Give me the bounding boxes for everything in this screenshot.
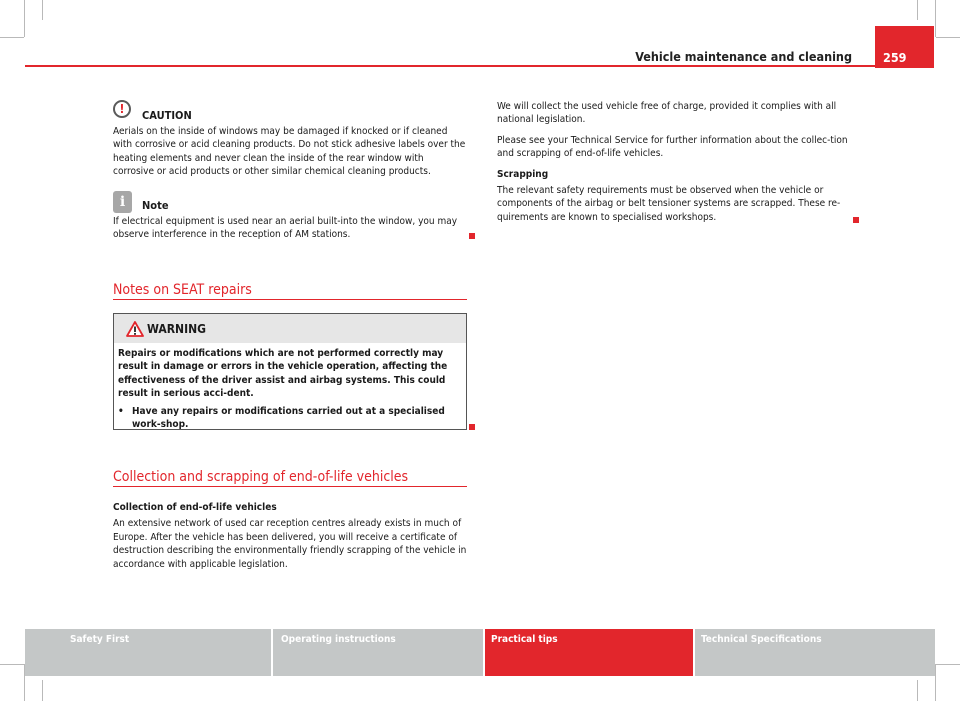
footer-tab-safety-first[interactable]: [25, 629, 271, 676]
section-heading-repairs: Notes on SEAT repairs: [113, 282, 252, 298]
bullet-icon: •: [118, 405, 124, 417]
page-number: 259: [883, 50, 907, 65]
warning-box: [113, 313, 467, 430]
section-end-marker: [853, 217, 859, 223]
note-paragraph: If electrical equipment is used near an aerial built-into the window, you may observe interference in the reception of AM stations.: [113, 216, 458, 241]
crop-mark: [936, 37, 960, 38]
crop-mark: [42, 0, 43, 20]
warning-triangle-icon: [126, 321, 144, 337]
running-header-title: Vehicle maintenance and cleaning: [635, 49, 852, 64]
crop-mark: [917, 680, 918, 701]
collection-subheading: Collection of end-of-life vehicles: [113, 502, 277, 513]
note-title: Note: [142, 199, 169, 212]
caution-title: CAUTION: [142, 109, 192, 122]
footer-tab-label: Technical Specifications: [701, 634, 822, 645]
collection-content: [113, 501, 467, 571]
warning-title: WARNING: [147, 322, 206, 336]
note-text: [113, 215, 467, 242]
caution-paragraph: Aerials on the inside of windows may be damaged if knocked or if cleaned with corrosive or acid cleaning products. Do not stick adhesive labels over the heating elements and never clean the inside of the rear window with corrosive or acid products or other similar chemical cleaning products.: [113, 126, 466, 178]
section-end-marker: [469, 424, 475, 430]
footer-tab-label: Safety First: [70, 634, 130, 645]
header-rule: [25, 65, 875, 67]
footer-tab-practical-tips[interactable]: [485, 629, 693, 676]
note-icon: i: [113, 191, 132, 213]
crop-mark: [0, 37, 24, 38]
section-heading-collection: Collection and scrapping of end-of-life vehicles: [113, 469, 409, 485]
collection-paragraph: An extensive network of used car reception centres already exists in much of Europe. After the vehicle has been delivered, you will receive a certificate of destruction describing the environmentally friendly scrapping of the vehicle in accordance with applicable legislation.: [113, 518, 467, 570]
crop-mark: [917, 0, 918, 20]
section-end-marker: [469, 233, 475, 239]
right-paragraph-2: Please see your Technical Service for further information about the collec-tion and scrapping of end-of-life vehicles.: [497, 134, 848, 160]
crop-mark: [935, 664, 936, 701]
footer-tab-technical-specifications[interactable]: [695, 629, 935, 676]
caution-text: [113, 125, 467, 179]
scrapping-subheading: Scrapping: [497, 168, 549, 180]
footer-tab-operating-instructions[interactable]: [273, 629, 483, 676]
crop-mark: [935, 0, 936, 37]
warning-bullet-item: [118, 405, 458, 432]
warning-body: [118, 347, 458, 435]
crop-mark: [0, 664, 24, 665]
caution-icon: !: [113, 100, 131, 118]
footer-tab-label: Practical tips: [491, 634, 558, 645]
warning-paragraph: Repairs or modifications which are not performed correctly may result in damage or errors in the vehicle operation, affecting the effectiveness of the driver assist and airbag systems. This could result in serious acci-dent.: [118, 348, 448, 400]
crop-mark: [42, 680, 43, 701]
crop-mark: [936, 664, 960, 665]
right-column: [497, 100, 851, 224]
right-paragraph-1: We will collect the used vehicle free of charge, provided it complies with all national legislation.: [497, 101, 837, 126]
section-rule: [113, 299, 467, 300]
right-paragraph-3: The relevant safety requirements must be observed when the vehicle or components of the airbag or belt tensioner systems are scrapped. These re-quirements are known to specialised workshops.: [497, 185, 841, 223]
footer-tab-label: Operating instructions: [281, 634, 396, 645]
warning-bullet-text: Have any repairs or modifications carried out at a specialised work-shop.: [132, 405, 445, 431]
crop-mark: [24, 0, 25, 37]
section-rule: [113, 486, 467, 487]
